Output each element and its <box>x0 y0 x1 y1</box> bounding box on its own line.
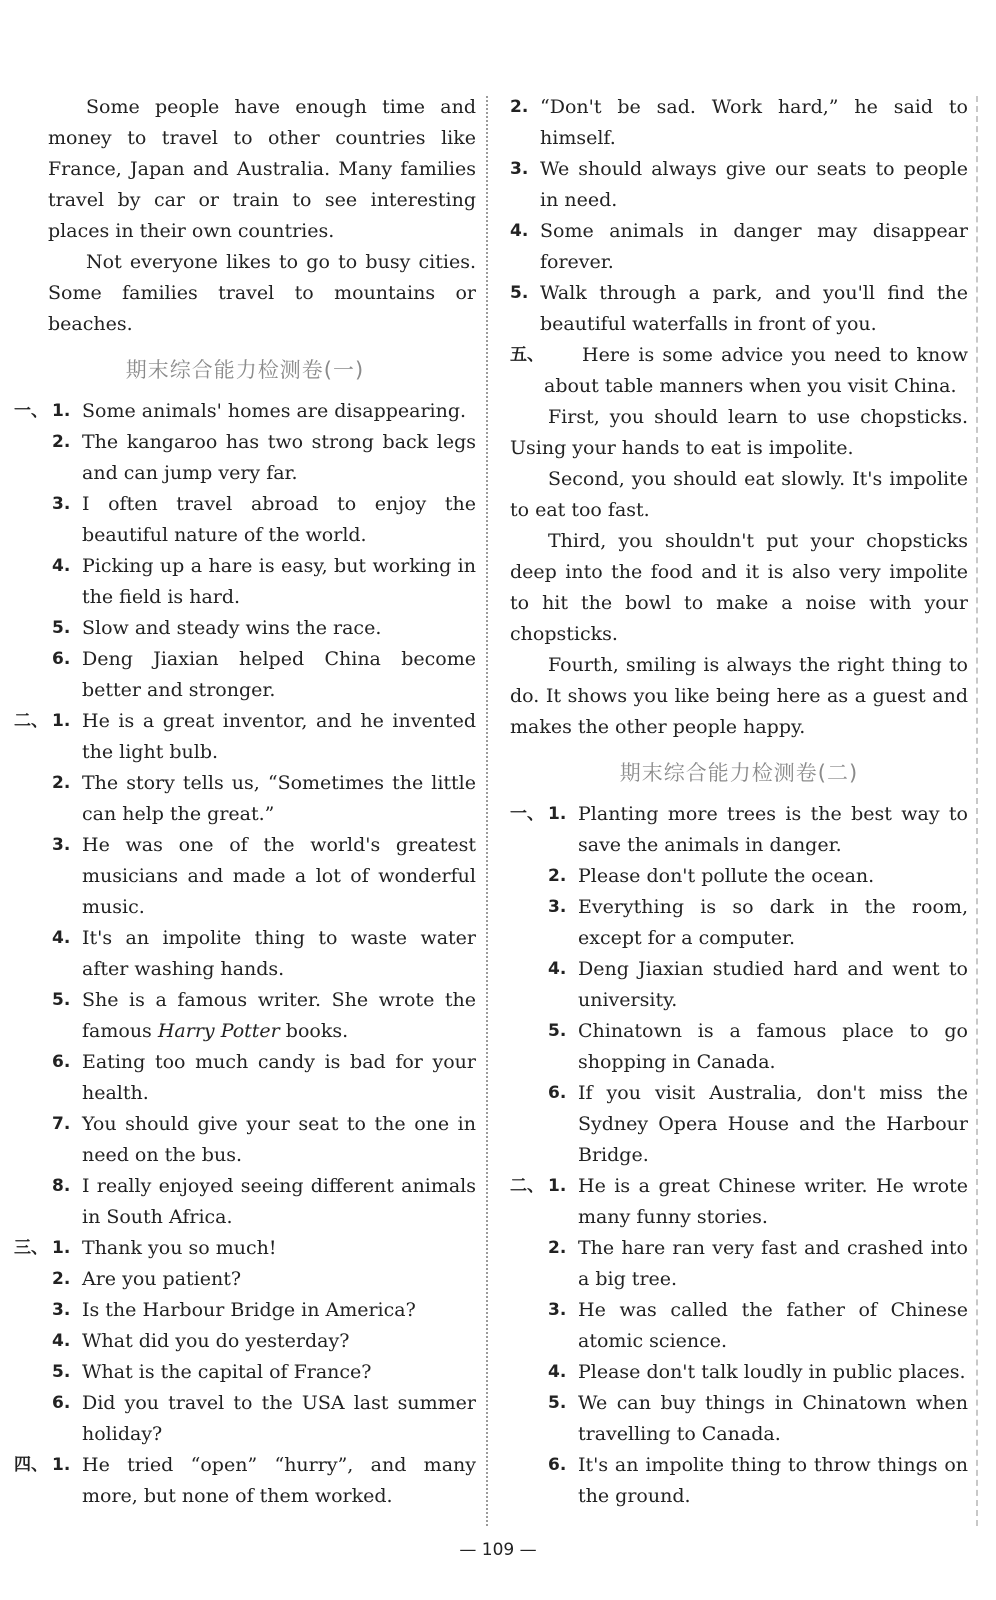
item-number: 5. <box>548 1021 567 1041</box>
item-text: Deng Jiaxian helped China become better and stronger. <box>82 648 476 701</box>
item-number: 3. <box>548 897 567 917</box>
item-text: Some animals in danger may disappear forever. <box>540 220 968 273</box>
intro-paragraph: Some people have enough time and money to travel to other countries like France, Japan and Australia. Many families travel by car or train to see interesting places in their own countries. <box>48 96 476 242</box>
item-text: Some animals' homes are disappearing. <box>82 400 467 422</box>
item-text: “Don't be sad. Work hard,” he said to himself. <box>540 96 968 149</box>
section-label: 三、 <box>14 1238 48 1258</box>
section-5-intro: Here is some advice you need to know about table manners when you visit China. <box>544 344 968 397</box>
section-5 <box>510 340 968 402</box>
page-edge-line <box>976 96 978 1526</box>
item-text: Thank you so much! <box>82 1237 277 1259</box>
item-number: 5. <box>548 1393 567 1413</box>
answer-item <box>510 799 968 861</box>
item-number: 4. <box>52 556 71 576</box>
item-number: 8. <box>52 1176 71 1196</box>
answer-item <box>510 1450 968 1512</box>
item-number: 4. <box>510 221 529 241</box>
answer-item <box>510 216 968 278</box>
answer-item <box>14 1357 476 1388</box>
item-text: Please don't pollute the ocean. <box>578 865 875 887</box>
advice-paragraph: Third, you shouldn't put your chopsticks deep into the food and it is also very impolite to hit the bowl to make a noise with your chopsticks. <box>510 530 968 645</box>
section-label: 一、 <box>14 401 48 421</box>
answer-item <box>510 1171 968 1233</box>
item-number: 1. <box>548 804 567 824</box>
item-number: 6. <box>548 1083 567 1103</box>
answer-item <box>510 954 968 1016</box>
item-number: 1. <box>548 1176 567 1196</box>
answer-item <box>14 427 476 489</box>
answer-item <box>510 1295 968 1357</box>
item-text: He is a great Chinese writer. He wrote many funny stories. <box>578 1175 968 1228</box>
item-text: You should give your seat to the one in need on the bus. <box>82 1113 476 1166</box>
section-label: 二、 <box>14 711 48 731</box>
item-text: It's an impolite thing to waste water after washing hands. <box>82 927 476 980</box>
item-number: 3. <box>52 835 71 855</box>
book-title: Harry Potter <box>157 1020 280 1042</box>
answer-item <box>14 768 476 830</box>
answer-item <box>14 489 476 551</box>
item-text: We can buy things in Chinatown when travelling to Canada. <box>578 1392 968 1445</box>
item-number: 1. <box>52 401 71 421</box>
answer-item <box>14 644 476 706</box>
exam-heading-2: 期末综合能力检测卷(二) <box>619 761 859 785</box>
item-number: 6. <box>52 649 71 669</box>
item-number: 3. <box>52 494 71 514</box>
item-number: 2. <box>510 97 529 117</box>
item-text: It's an impolite thing to throw things on the ground. <box>578 1454 968 1507</box>
answer-item <box>14 1295 476 1326</box>
item-text: Deng Jiaxian studied hard and went to university. <box>578 958 968 1011</box>
right-column <box>510 92 968 1512</box>
item-number: 5. <box>52 1362 71 1382</box>
item-text: Is the Harbour Bridge in America? <box>82 1299 416 1321</box>
item-number: 6. <box>548 1455 567 1475</box>
item-number: 4. <box>548 959 567 979</box>
item-text: He was one of the world's greatest musicians and made a lot of wonderful music. <box>82 834 476 918</box>
item-text: The story tells us, “Sometimes the little can help the great.” <box>82 772 476 825</box>
item-number: 2. <box>52 432 71 452</box>
item-text: She is a famous writer. She wrote the famous Harry Potter books. <box>82 989 476 1042</box>
section-label: 四、 <box>14 1455 48 1475</box>
item-number: 6. <box>52 1393 71 1413</box>
column-divider <box>486 96 488 1526</box>
item-text: We should always give our seats to people in need. <box>540 158 968 211</box>
item-number: 7. <box>52 1114 71 1134</box>
item-number: 3. <box>548 1300 567 1320</box>
item-text: The kangaroo has two strong back legs and can jump very far. <box>82 431 476 484</box>
item-number: 4. <box>52 928 71 948</box>
answer-item <box>14 613 476 644</box>
item-number: 5. <box>52 618 71 638</box>
item-text: He is a great inventor, and he invented the light bulb. <box>82 710 476 763</box>
section-label: 二、 <box>510 1176 544 1196</box>
item-text: He tried “open” “hurry”, and many more, but none of them worked. <box>82 1454 476 1507</box>
item-text: Slow and steady wins the race. <box>82 617 382 639</box>
item-text: Chinatown is a famous place to go shopping in Canada. <box>578 1020 968 1073</box>
item-number: 1. <box>52 1455 71 1475</box>
answer-item <box>14 1233 476 1264</box>
item-text: Did you travel to the USA last summer holiday? <box>82 1392 476 1445</box>
item-number: 4. <box>548 1362 567 1382</box>
answer-item <box>14 830 476 923</box>
item-text: If you visit Australia, don't miss the Sydney Opera House and the Harbour Bridge. <box>578 1082 968 1166</box>
item-number: 2. <box>52 1269 71 1289</box>
item-number: 6. <box>52 1052 71 1072</box>
item-text: What did you do yesterday? <box>82 1330 350 1352</box>
item-number: 3. <box>510 159 529 179</box>
answer-item <box>14 706 476 768</box>
answer-item <box>510 1016 968 1078</box>
answer-item <box>510 892 968 954</box>
item-text: Are you patient? <box>82 1268 242 1290</box>
item-text: Everything is so dark in the room, except for a computer. <box>578 896 968 949</box>
item-number: 2. <box>52 773 71 793</box>
answer-item <box>14 396 476 427</box>
item-number: 2. <box>548 1238 567 1258</box>
item-text: Picking up a hare is easy, but working in the field is hard. <box>82 555 476 608</box>
advice-paragraph: Fourth, smiling is always the right thing to do. It shows you like being here as a guest and makes the other people happy. <box>510 654 968 738</box>
item-text: Eating too much candy is bad for your health. <box>82 1051 476 1104</box>
item-number: 1. <box>52 1238 71 1258</box>
item-text: I often travel abroad to enjoy the beautiful nature of the world. <box>82 493 476 546</box>
answer-item <box>14 1109 476 1171</box>
answer-item <box>14 1326 476 1357</box>
page-number: — 109 — <box>459 1540 537 1560</box>
answer-item <box>510 1078 968 1171</box>
answer-item <box>14 1388 476 1450</box>
section-label: 五、 <box>510 345 544 365</box>
answer-item <box>510 278 968 340</box>
item-text: Please don't talk loudly in public places. <box>578 1361 966 1383</box>
intro-paragraph: Not everyone likes to go to busy cities. Some families travel to mountains or beaches. <box>48 251 476 335</box>
answer-item <box>510 92 968 154</box>
answer-item <box>510 154 968 216</box>
section-label: 一、 <box>510 804 544 824</box>
item-number: 4. <box>52 1331 71 1351</box>
answer-item <box>14 1264 476 1295</box>
advice-paragraph: Second, you should eat slowly. It's impolite to eat too fast. <box>510 468 968 521</box>
advice-paragraph: First, you should learn to use chopsticks. Using your hands to eat is impolite. <box>510 406 968 459</box>
answer-item <box>14 985 476 1047</box>
item-number: 5. <box>510 283 529 303</box>
item-text: Walk through a park, and you'll find the beautiful waterfalls in front of you. <box>540 282 968 335</box>
item-text: What is the capital of France? <box>82 1361 372 1383</box>
answer-item <box>14 1171 476 1233</box>
item-text: The hare ran very fast and crashed into a big tree. <box>578 1237 968 1290</box>
item-text: I really enjoyed seeing different animals in South Africa. <box>82 1175 476 1228</box>
item-number: 5. <box>52 990 71 1010</box>
answer-item <box>14 551 476 613</box>
item-number: 3. <box>52 1300 71 1320</box>
answer-item <box>510 861 968 892</box>
answer-item <box>510 1388 968 1450</box>
item-number: 1. <box>52 711 71 731</box>
answer-item <box>14 1450 476 1512</box>
answer-item <box>510 1357 968 1388</box>
answer-item <box>14 923 476 985</box>
item-number: 2. <box>548 866 567 886</box>
left-column <box>14 92 476 1512</box>
item-text: He was called the father of Chinese atomic science. <box>578 1299 968 1352</box>
answer-item <box>14 1047 476 1109</box>
exam-heading-1: 期末综合能力检测卷(一) <box>125 358 365 382</box>
item-text: Planting more trees is the best way to save the animals in danger. <box>578 803 968 856</box>
answer-item <box>510 1233 968 1295</box>
